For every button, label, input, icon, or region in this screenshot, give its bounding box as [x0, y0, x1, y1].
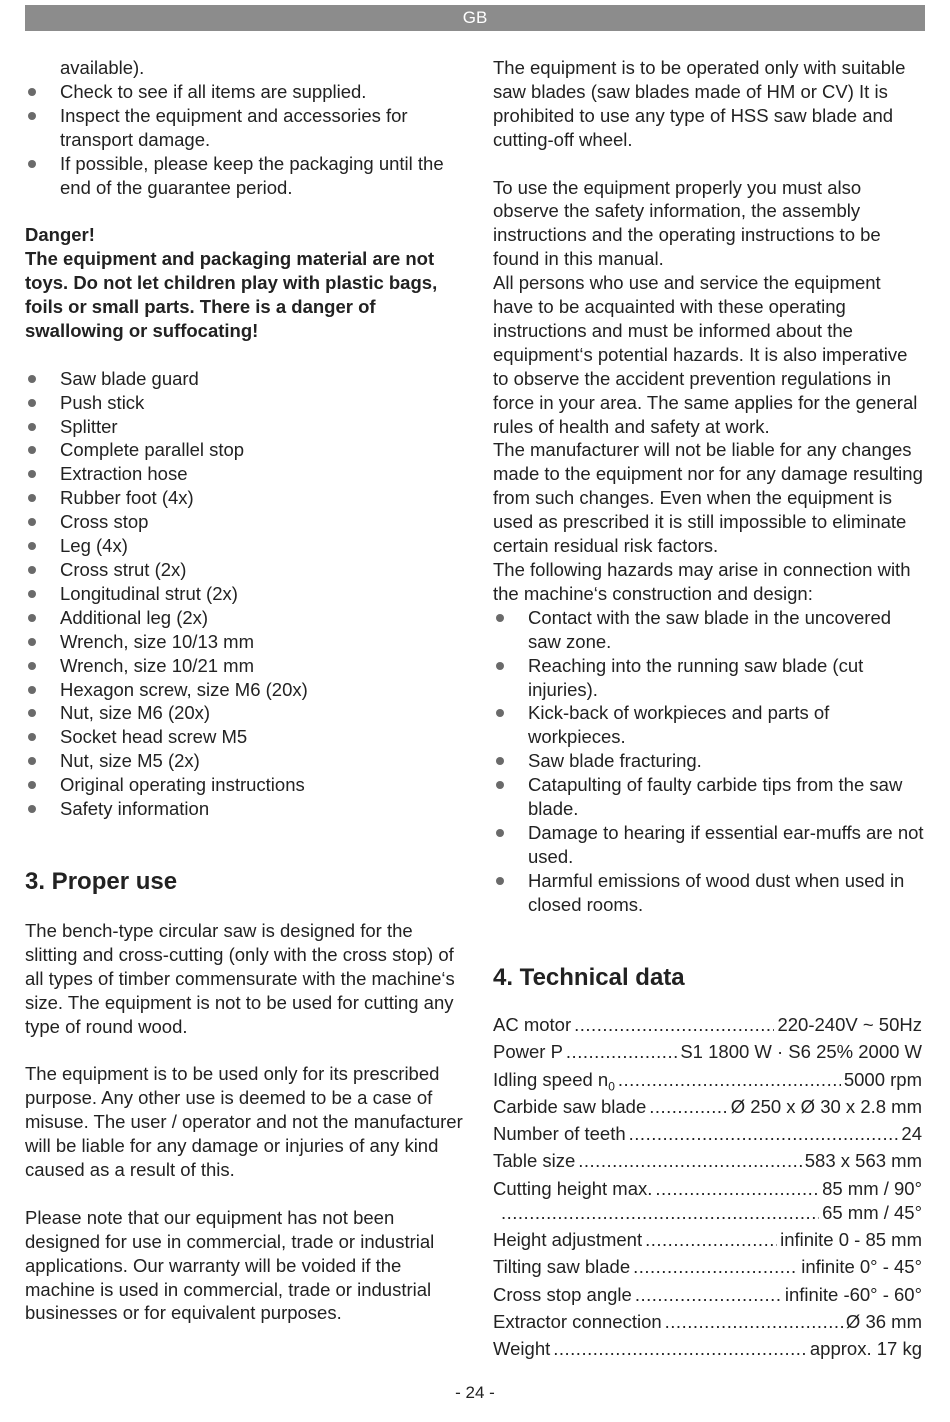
spec-row	[493, 1338, 922, 1365]
spec-value: Ø 250 x Ø 30 x 2.8 mm	[730, 1095, 922, 1117]
list-item: Rubber foot (4x)	[25, 486, 465, 510]
list-item: Extraction hose	[25, 462, 465, 486]
spec-row	[493, 1284, 922, 1311]
list-item: Socket head screw M5	[25, 725, 465, 749]
list-item: Longitudinal strut (2x)	[25, 582, 465, 606]
language-header-bar	[25, 5, 925, 31]
list-item: Splitter	[25, 415, 465, 439]
list-item: Saw blade guard	[25, 367, 465, 391]
list-item: Check to see if all items are supplied.	[25, 80, 465, 104]
spec-value: Ø 36 mm	[845, 1310, 922, 1332]
list-item: Contact with the saw blade in the uncovered saw zone.	[493, 606, 925, 654]
spec-value: S1 1800 W · S6 25% 2000 W	[680, 1041, 922, 1063]
spec-row	[493, 1041, 922, 1068]
spec-row	[493, 1096, 922, 1123]
list-item: Original operating instructions	[25, 773, 465, 797]
hazard-list	[493, 606, 925, 917]
spec-row	[493, 1014, 922, 1041]
page-number: - 24 -	[455, 1383, 495, 1402]
spec-label: Extractor connection	[493, 1310, 662, 1332]
body-paragraph: The following hazards may arise in connection with the machine‘s construction and design:	[493, 559, 911, 604]
spec-value: 85 mm / 90°	[822, 1177, 922, 1199]
body-paragraph: The equipment is to be operated only with suitable saw blades (saw blades made of HM or CV) It is prohibited to use any type of HSS saw blade and cutting-off wheel.	[493, 57, 906, 150]
scope-of-delivery-list	[25, 367, 465, 821]
right-column	[493, 56, 925, 917]
spec-label: Power P	[493, 1041, 563, 1063]
list-item: Kick-back of workpieces and parts of workpieces.	[493, 701, 925, 749]
list-item: Inspect the equipment and accessories for transport damage.	[25, 104, 465, 152]
proper-use-paragraph: The equipment is to be used only for its prescribed purpose. Any other use is deemed to be a case of misuse. The user / operator and not the manufacturer will be liable for any damage or injuries of any kind caused as a result of this.	[25, 1063, 463, 1181]
spec-value: 5000 rpm	[843, 1068, 922, 1090]
section-heading-proper-use: 3. Proper use	[25, 868, 178, 895]
language-code: GB	[462, 8, 488, 27]
list-item: Wrench, size 10/13 mm	[25, 630, 465, 654]
list-item: Safety information	[25, 797, 465, 821]
list-item: Additional leg (2x)	[25, 606, 465, 630]
spec-label: Weight	[493, 1338, 551, 1360]
list-item: Complete parallel stop	[25, 438, 465, 462]
danger-title: Danger!	[25, 224, 95, 246]
spec-row	[493, 1256, 922, 1283]
list-item: Cross strut (2x)	[25, 558, 465, 582]
spec-label: Carbide saw blade	[493, 1095, 647, 1117]
left-column	[25, 56, 465, 821]
list-item: Reaching into the running saw blade (cut injuries).	[493, 654, 925, 702]
spec-label: Tilting saw blade	[493, 1256, 631, 1278]
body-paragraph: To use the equipment properly you must also observe the safety information, the assembly instructions and the operating instructions to be found in this manual.	[493, 176, 881, 270]
section-heading-technical-data: 4. Technical data	[493, 964, 685, 991]
list-item: Wrench, size 10/21 mm	[25, 654, 465, 678]
list-item: Catapulting of faulty carbide tips from the saw blade.	[493, 773, 925, 821]
spec-row	[493, 1202, 922, 1229]
danger-text: The equipment and packaging material are not toys. Do not let children play with plastic bags, foils or small parts. There is a danger of swallowing or suffocating!	[25, 248, 438, 341]
proper-use-section	[25, 919, 465, 1325]
spec-value: 24	[901, 1123, 922, 1145]
proper-use-paragraph: Please note that our equipment has not been designed for use in commercial, trade or industrial applications. Our warranty will be voided if the machine is used in commercial, trade or industrial businesses or for equivalent purposes.	[25, 1206, 435, 1324]
intro-continuation: available).	[60, 57, 145, 78]
list-item: Nut, size M6 (20x)	[25, 701, 465, 725]
intro-bullet-list	[25, 80, 465, 200]
spec-value: infinite 0° - 45°	[801, 1256, 922, 1278]
spec-label: Cross stop angle	[493, 1283, 632, 1305]
proper-use-paragraph: The bench-type circular saw is designed for the slitting and cross-cutting (only with the cross stop) of all types of timber commensurate with the machine‘s size. The equipment is not to be used for cutting any type of round wood.	[25, 920, 455, 1037]
spec-label: Cutting height max.	[493, 1177, 653, 1199]
spec-value: infinite -60° - 60°	[784, 1283, 922, 1305]
list-item: If possible, please keep the packaging until the end of the guarantee period.	[25, 152, 465, 200]
spec-row	[493, 1069, 922, 1096]
list-item: Nut, size M5 (2x)	[25, 749, 465, 773]
spec-value: 220-240V ~ 50Hz	[777, 1014, 922, 1035]
spec-row	[493, 1123, 922, 1150]
body-paragraph: The manufacturer will not be liable for any changes made to the equipment nor for any damage resulting from such changes. Even when the equipment is used as prescribed it is still impossible to eliminate certain residual risk factors.	[493, 439, 923, 557]
body-paragraph: All persons who use and service the equipment have to be acquainted with these operating instructions and must be informed about the equipment‘s potential hazards. It is also imperative to observe the accident prevention regulations in force in your area. The same applies for the general rules of health and safety at work.	[493, 272, 918, 437]
spec-row	[493, 1229, 922, 1256]
spec-value: infinite 0 - 85 mm	[780, 1229, 922, 1251]
list-item: Leg (4x)	[25, 534, 465, 558]
list-item: Harmful emissions of wood dust when used in closed rooms.	[493, 869, 925, 917]
spec-row	[493, 1311, 922, 1338]
spec-label: Height adjustment	[493, 1229, 643, 1251]
spec-subscript: 0	[608, 1079, 615, 1094]
list-item: Hexagon screw, size M6 (20x)	[25, 678, 465, 702]
list-item: Cross stop	[25, 510, 465, 534]
spec-label: Table size	[493, 1150, 576, 1172]
spec-row	[493, 1178, 922, 1202]
technical-data-table	[493, 1014, 922, 1366]
spec-value: 583 x 563 mm	[804, 1150, 922, 1172]
spec-label: Idling speed n	[493, 1068, 609, 1090]
spec-row	[493, 1150, 922, 1177]
list-item: Saw blade fracturing.	[493, 749, 925, 773]
spec-value: approx. 17 kg	[809, 1338, 922, 1360]
spec-label: AC motor	[493, 1014, 572, 1035]
list-item: Damage to hearing if essential ear-muffs are not used.	[493, 821, 925, 869]
spec-label: Number of teeth	[493, 1123, 626, 1145]
spec-value: 65 mm / 45°	[822, 1201, 922, 1223]
list-item: Push stick	[25, 391, 465, 415]
